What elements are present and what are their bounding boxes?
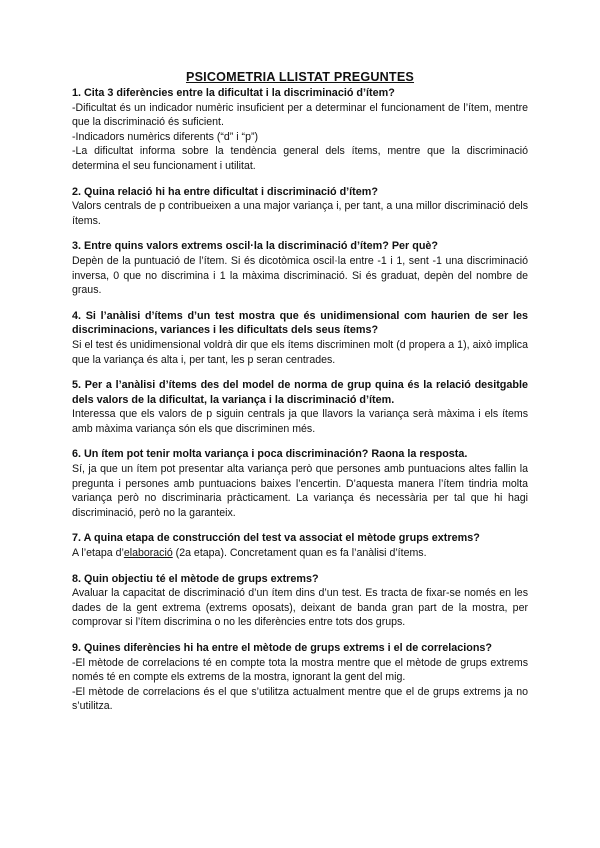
answer-paragraph: Valors centrals de p contribueixen a una major variança i, per tant, a una millor discriminació dels ítems. [72,200,528,227]
question-6 [72,447,528,520]
question-7 [72,531,528,560]
question-heading: 3. Entre quins valors extrems oscil·la la discriminació d’ítem? Per què? [72,240,439,253]
question-heading: 6. Un ítem pot tenir molta variança i poca discriminación? Raona la resposta. [72,448,468,461]
question-4 [72,309,528,367]
answer-paragraph: Depèn de la puntuació de l’ítem. Si és dicotòmica oscil·la entre -1 i 1, sent -1 una discriminació inversa, 0 que no discrimina i 1 la màxima discriminació. Si és graduat, depèn del nombre de graus. [72,254,528,297]
answer-line: -Dificultat és un indicador numèric insuficient per a determinar el funcionament de l’ítem, mentre que la discriminació és suficient. [72,101,528,129]
question-heading: 2. Quina relació hi ha entre dificultat i discriminació d’ítem? [72,185,378,198]
question-5 [72,378,528,436]
question-9 [72,641,528,714]
question-2 [72,185,528,229]
answer-line: -Indicadors numèrics diferents (“d” i “p”) [72,130,259,143]
answer-line: -El mètode de correlacions és el que s’utilitza actualment mentre que el de grups extrems ja no s’utilitza. [72,685,528,713]
answer-paragraph [72,546,528,561]
document-title: PSICOMETRIA LLISTAT PREGUNTES [185,70,415,84]
question-8 [72,572,528,630]
underlined-term: elaboració [123,547,173,560]
question-3 [72,239,528,297]
question-heading: 1. Cita 3 diferències entre la dificultat i la discriminació d’ítem? [72,87,395,99]
answer-text-after: (2a etapa). Concretament quan es fa l’anàlisi d’ítems. [172,547,427,560]
question-heading: 8. Quin objectiu té el mètode de grups extrems? [72,572,319,585]
document-page [72,70,528,725]
answer-text-before: A l’etapa d’ [72,547,124,560]
question-heading: 5. Per a l’anàlisi d’ítems des del model de norma de grup quina és la relació desitgable dels valors de la dificultat, la variança i la discriminació d’ítem. [72,379,528,406]
answer-line: -El mètode de correlacions té en compte tota la mostra mentre que el mètode de grups extrems només té en compte els extrems de la mostra, ignorant la gent del mig. [72,656,528,684]
question-1 [72,86,528,174]
answer-paragraph: Sí, ja que un ítem pot presentar alta variança però que persones amb puntuacions altes fallin la pregunta i persones amb puntuacions baixes l’encertin. D’aquesta manera l’ítem tindria molta variança però no discriminaria pràcticament. La variança és necessària per tal que hi hagi discriminació, però no la garanteix. [72,463,528,519]
answer-paragraph: Si el test és unidimensional voldrà dir que els ítems discriminen molt (d propera a 1), això implica que la variança és alta i, per tant, les p seran centrades. [72,338,528,366]
question-heading: 9. Quines diferències hi ha entre el mètode de grups extrems i el de correlacions? [72,642,493,654]
question-heading: 7. A quina etapa de construcción del test va associat el mètode grups extrems? [72,532,480,545]
question-heading: 4. Si l’anàlisi d’ítems d’un test mostra que és unidimensional com haurien de ser les discriminacions, variances i les dificultats dels seus ítems? [72,309,528,337]
answer-paragraph: Interessa que els valors de p siguin centrals ja que llavors la variança serà màxima i els ítems amb màxima variança són els que discriminen més. [72,408,528,435]
answer-line: -La dificultat informa sobre la tendència general dels ítems, mentre que la discriminació determina el seu funcionament i utilitat. [72,145,528,172]
answer-paragraph: Avaluar la capacitat de discriminació d’un ítem dins d’un test. Es tracta de fixar-se només en les dades de la gent extrema (extrems oposats), deixant de banda gran part de la mostra, per comprovar si l’ítem discrimina o no les diferències entre tots dos grups. [72,587,528,629]
